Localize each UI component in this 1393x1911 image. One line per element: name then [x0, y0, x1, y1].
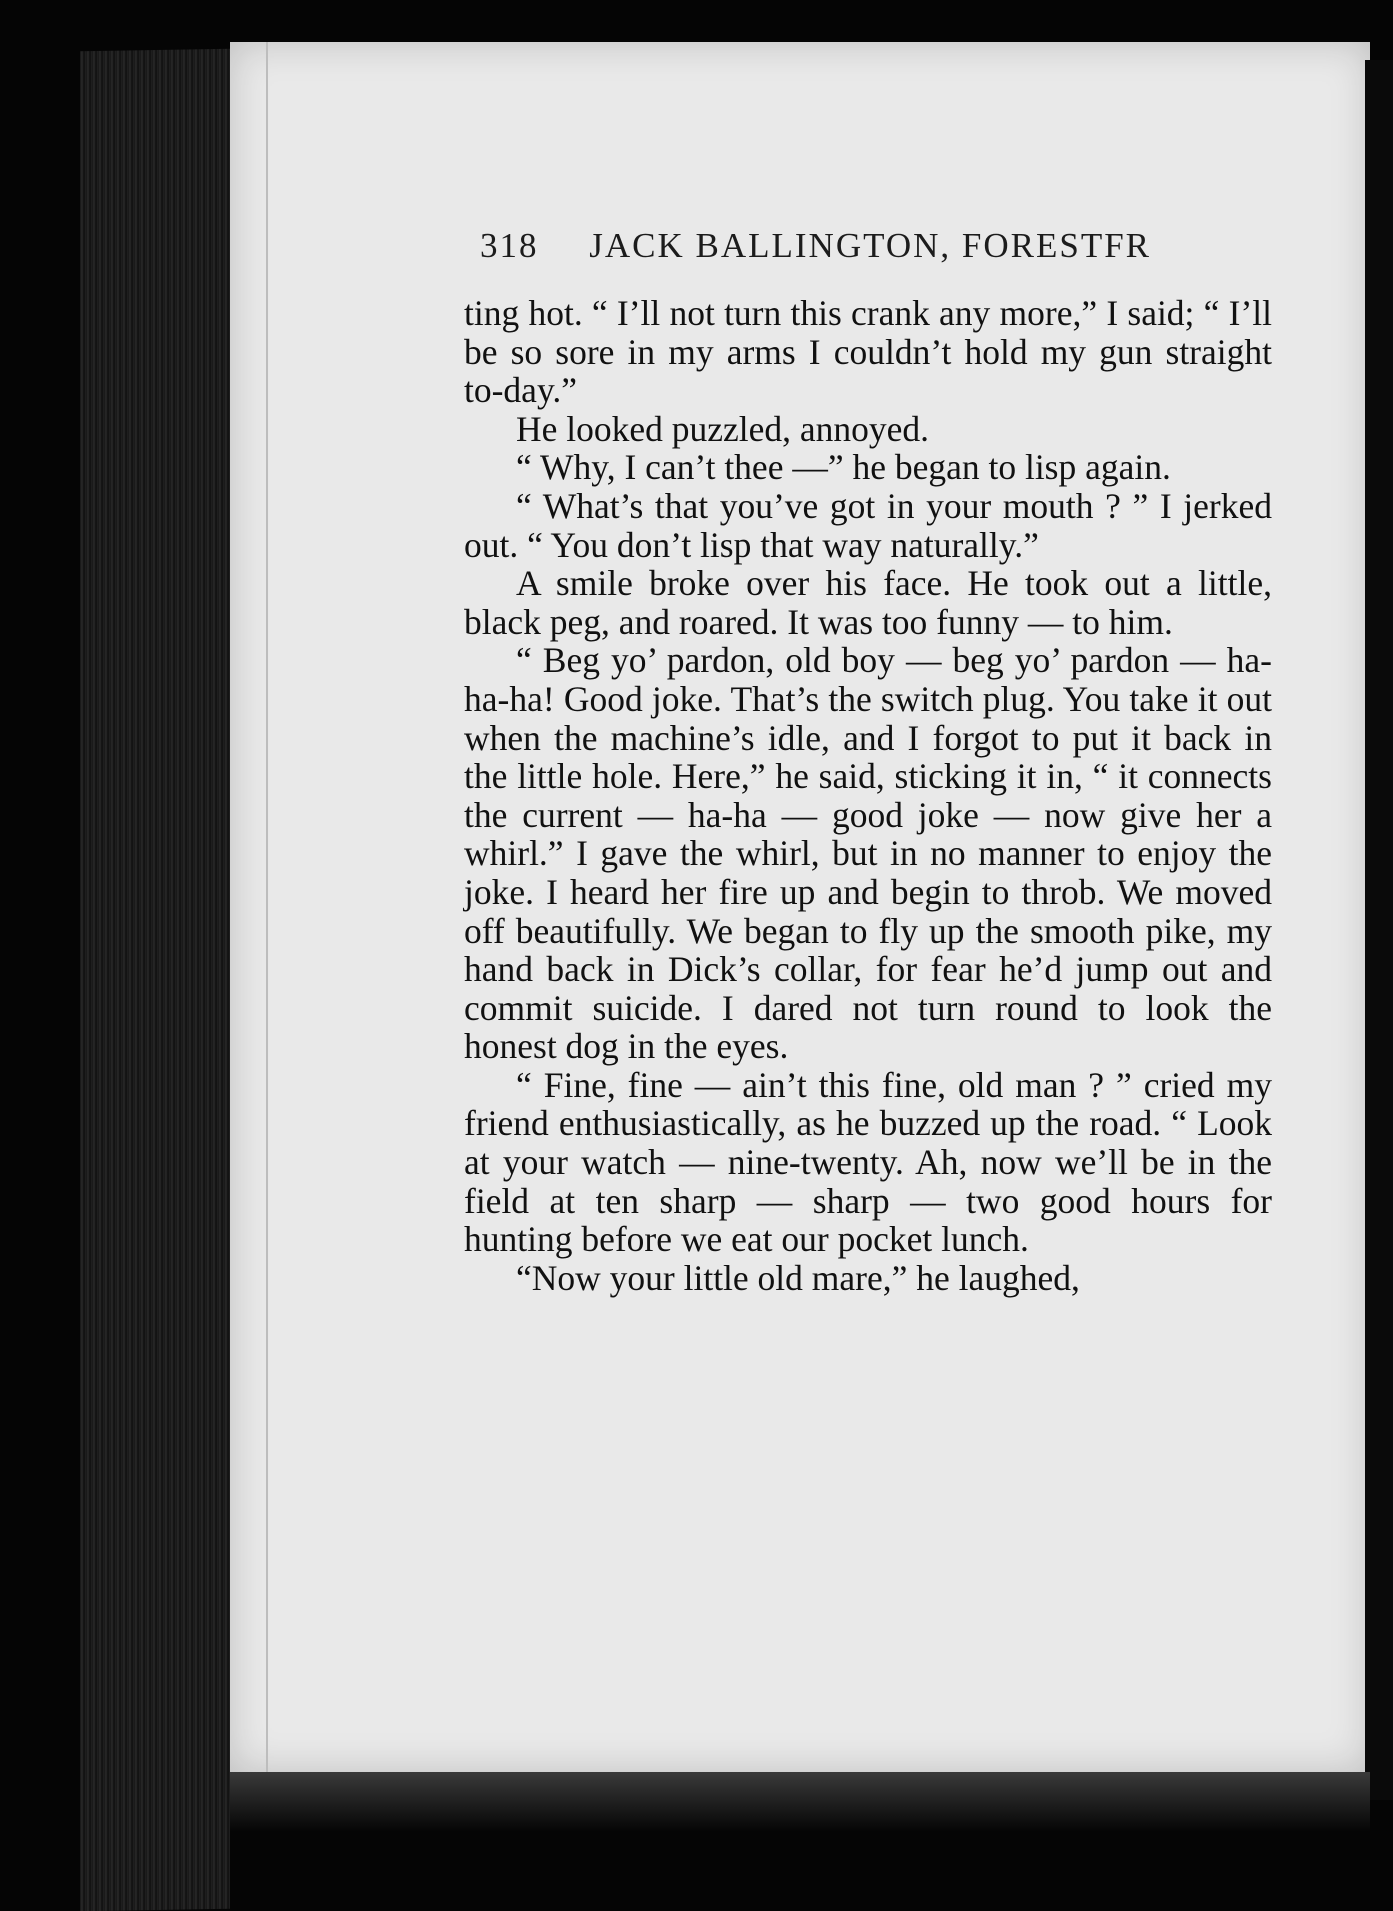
body-text [464, 294, 1272, 1297]
paragraph-6: “ Beg yo’ pardon, old boy — beg yo’ pardon — ha-ha-ha! Good joke. That’s the switch plug. You take it out when the machine’s idle, and I forgot to put it back in the little hole. Here,” he said, sticking it in, “ it connects the current — ha-ha — good joke — now give her a whirl.” I gave the whirl, but in no manner to enjoy the joke. I heard her fire up and begin to throb. We moved off beautifully. We began to fly up the smooth pike, my hand back in Dick’s collar, for fear he’d jump out and commit suicide. I dared not turn round to look the honest dog in the eyes. [464, 640, 1272, 1067]
paragraph-1: ting hot. “ I’ll not turn this crank any more,” I said; “ I’ll be so sore in my arms I couldn’t hold my gun straight to-day.” [464, 293, 1272, 411]
paragraph-3: “ Why, I can’t thee —” he began to lisp again. [516, 447, 1171, 488]
paragraph-4: “ What’s that you’ve got in your mouth ? ” I jerked out. “ You don’t lisp that way naturally.” [464, 485, 1272, 565]
facing-page-edge [1365, 60, 1393, 1800]
paragraph-7: “ Fine, fine — ain’t this fine, old man ? ” cried my friend enthusiastically, as he buzzed up the road. “ Look at your watch — nine-twenty. Ah, now we’ll be in the field at ten sharp — sharp — two good hours for hunting before we eat our pocket lunch. [464, 1064, 1272, 1260]
page-number: 318 [480, 226, 539, 265]
paragraph-5: A smile broke over his face. He took out a little, black peg, and roared. It was too funny — to him. [464, 563, 1272, 642]
book-page-edges [80, 49, 230, 1911]
running-title: JACK BALLINGTON, FORESTFR [589, 226, 1152, 265]
running-head [480, 226, 1180, 266]
page-gutter-line [266, 42, 268, 1772]
paragraph-8: “Now your little old mare,” he laughed, [516, 1257, 1080, 1298]
page-bottom-shadow [230, 1772, 1370, 1832]
paragraph-2: He looked puzzled, annoyed. [516, 408, 930, 449]
